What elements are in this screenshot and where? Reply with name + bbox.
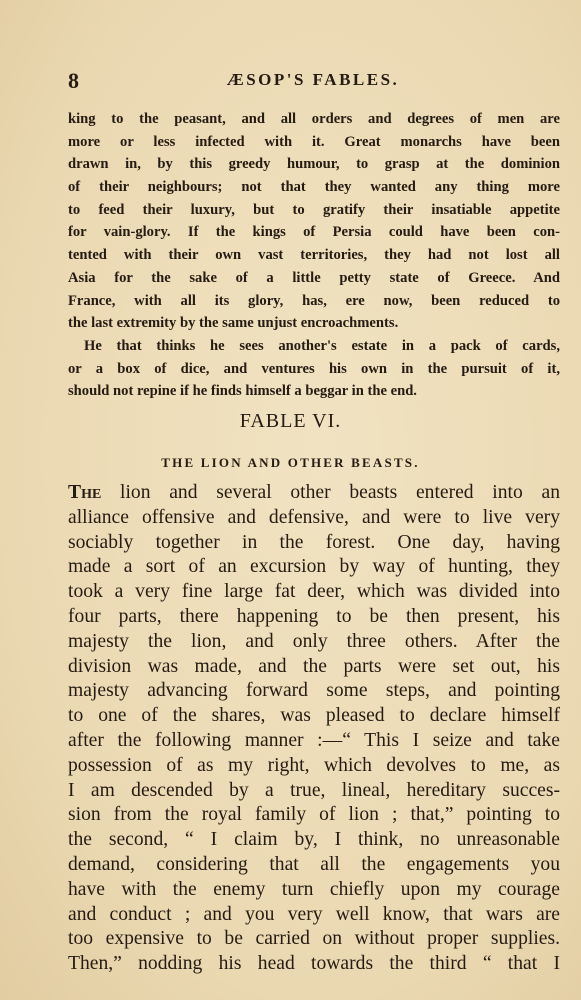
moral-line: Asia for the sake of a little petty state of Greece. And — [68, 269, 560, 286]
moral-line: drawn in, by this greedy humour, to grasp at the dominion — [68, 156, 560, 173]
fable-line-first — [68, 481, 560, 506]
moral-line: of their neighbours; not that they wanted any thing more — [68, 179, 560, 196]
fable-title: THE LION AND OTHER BEASTS. — [161, 455, 420, 470]
fable-line: have with the enemy turn chiefly upon my courage — [68, 878, 560, 900]
moral-line: the last extremity by the same unjust encroachments. — [68, 315, 399, 332]
page-number: 8 — [68, 68, 79, 93]
fable-line: I am descended by a true, lineal, hereditary succes- — [68, 779, 560, 801]
fable-line: division was made, and the parts were set out, his — [68, 655, 560, 677]
fable-body — [68, 481, 560, 977]
fable-first-line-rest: lion and several other beasts entered into an — [101, 482, 560, 503]
fable-line: made a sort of an excursion by way of hunting, they — [68, 556, 560, 578]
moral-line: or a box of dice, and ventures his own in the pursuit of it, — [68, 360, 560, 377]
fable-line: after the following manner :—“ This I seize and take — [68, 729, 560, 751]
fable-line: alliance offensive and defensive, and were to live very — [68, 506, 560, 528]
fable-line: demand, considering that all the engagements you — [68, 853, 560, 875]
fable-line: took a very fine large fat deer, which was divided into — [68, 581, 560, 603]
fable-line: majesty the lion, and only three others. After the — [68, 630, 560, 652]
moral-line: He that thinks he sees another's estate in a pack of cards, — [84, 337, 560, 354]
moral-paragraphs — [68, 108, 560, 403]
fable-line: sion from the royal family of lion ; that,” pointing to — [68, 804, 560, 826]
page-header — [68, 68, 558, 92]
fable-line: and conduct ; and you very well know, that wars are — [68, 903, 560, 925]
fable-line: to one of the shares, was pleased to declare himself — [68, 705, 560, 727]
moral-line: to feed their luxury, but to gratify their insatiable appetite — [68, 201, 560, 218]
fable-line: four parts, there happening to be then present, his — [68, 605, 560, 627]
fable-line: the second, “ I claim by, I think, no unreasonable — [68, 829, 560, 851]
moral-line: king to the peasant, and all orders and degrees of men are — [68, 111, 560, 127]
fable-line: majesty advancing forward some steps, and pointing — [68, 680, 560, 702]
moral-line: should not repine if he finds himself a beggar in the end. — [68, 383, 417, 400]
running-head: ÆSOP'S FABLES. — [226, 70, 400, 89]
moral-line: France, with all its glory, has, ere now, been reduced to — [68, 292, 560, 309]
moral-line: for vain-glory. If the kings of Persia could have been con- — [68, 224, 560, 241]
fable-first-word: The — [68, 482, 102, 503]
moral-line: more or less infected with it. Great monarchs have been — [68, 133, 560, 150]
moral-line: tented with their own vast territories, they had not lost all — [68, 247, 560, 264]
fable-line: Then,” nodding his head towards the third “ that I — [68, 953, 560, 975]
fable-line: possession of as my right, which devolves to me, as — [68, 754, 560, 776]
fable-line: sociably together in the forest. One day, having — [68, 531, 560, 553]
fable-number-heading: FABLE VI. — [239, 410, 342, 432]
fable-line: too expensive to be carried on without proper supplies. — [68, 928, 560, 950]
